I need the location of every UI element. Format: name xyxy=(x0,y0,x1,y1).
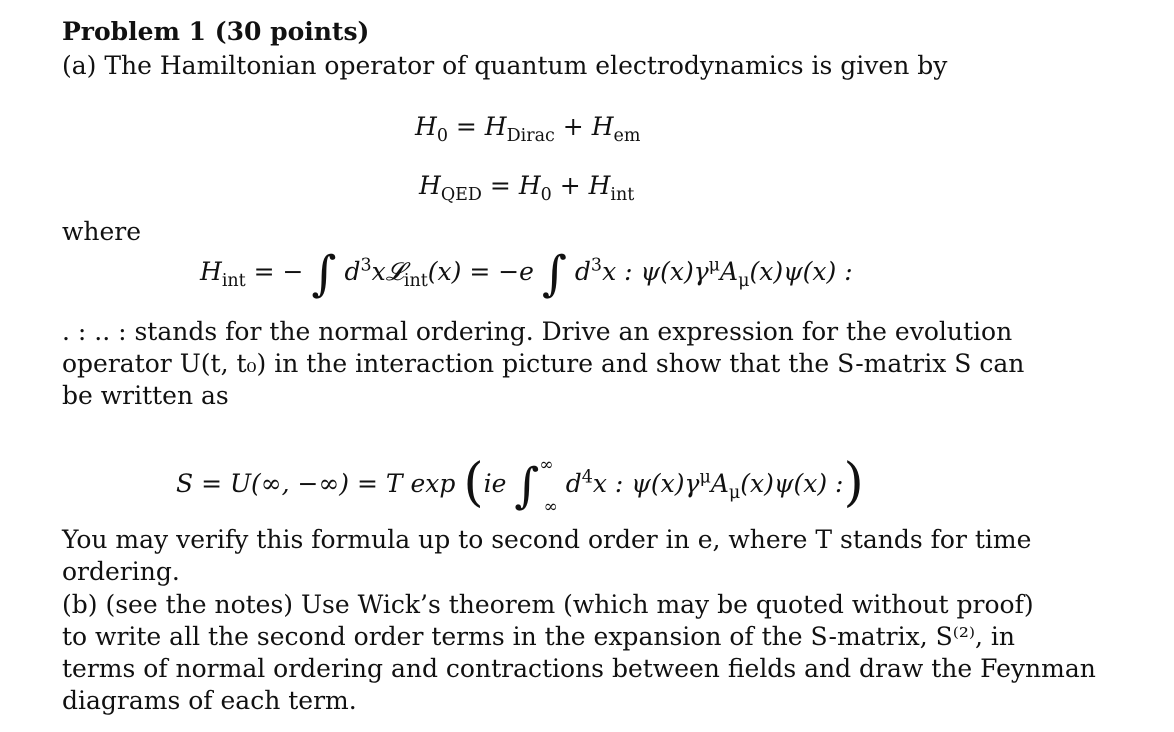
part-b-text-1: (b) (see the notes) Use Wick’s theorem (which may be quoted without proof) xyxy=(62,590,1034,619)
part-b-text-3: terms of normal ordering and contractions between fields and draw the Feynman xyxy=(62,654,1096,683)
operator-text: operator U(t, t₀) in the interaction picture and show that the S-matrix S can xyxy=(62,349,1025,378)
normal-ordering-text: . : .. : stands for the normal ordering. Drive an expression for the evolution xyxy=(62,317,1013,346)
integral-sign: ∫ xyxy=(311,246,337,302)
equation-h0: $H_0 = H_{Dirac} + H_{em}$ xyxy=(415,112,641,146)
part-b-text-4: diagrams of each term. xyxy=(62,686,357,715)
integral-sign: ∫ xyxy=(514,458,540,514)
verify-text: You may verify this formula up to second order in e, where T stands for time xyxy=(62,525,1032,554)
problem-heading: Problem 1 (30 points) xyxy=(62,17,370,46)
equation-hint: $H_{int}$ = − ∫ $d^3x𝓛_{int}(x) = -e$ ∫ $d^3x$ : $\psi(x)\gamma^\mu A_\mu(x)\psi(x)$ : xyxy=(200,246,853,302)
part-a-intro: (a) The Hamiltonian operator of quantum electrodynamics is given by xyxy=(62,51,948,80)
written-as-text: be written as xyxy=(62,381,229,410)
ordering-text: ordering. xyxy=(62,557,180,586)
part-b-text-2: to write all the second order terms in the expansion of the S-matrix, S⁽²⁾, in xyxy=(62,622,1016,651)
equation-hqed: $H_{QED} = H_0 + H_{int}$ xyxy=(419,171,635,205)
where-label: where xyxy=(62,217,142,246)
equation-smatrix: S = U(∞, −∞) = T exp (ie $\int^\infty_\infty$ $d^4x$ : $\psi(x)\gamma^\mu A_\mu(x)\psi(x)$ :) xyxy=(176,453,864,517)
integral-sign: ∫ xyxy=(541,246,567,302)
